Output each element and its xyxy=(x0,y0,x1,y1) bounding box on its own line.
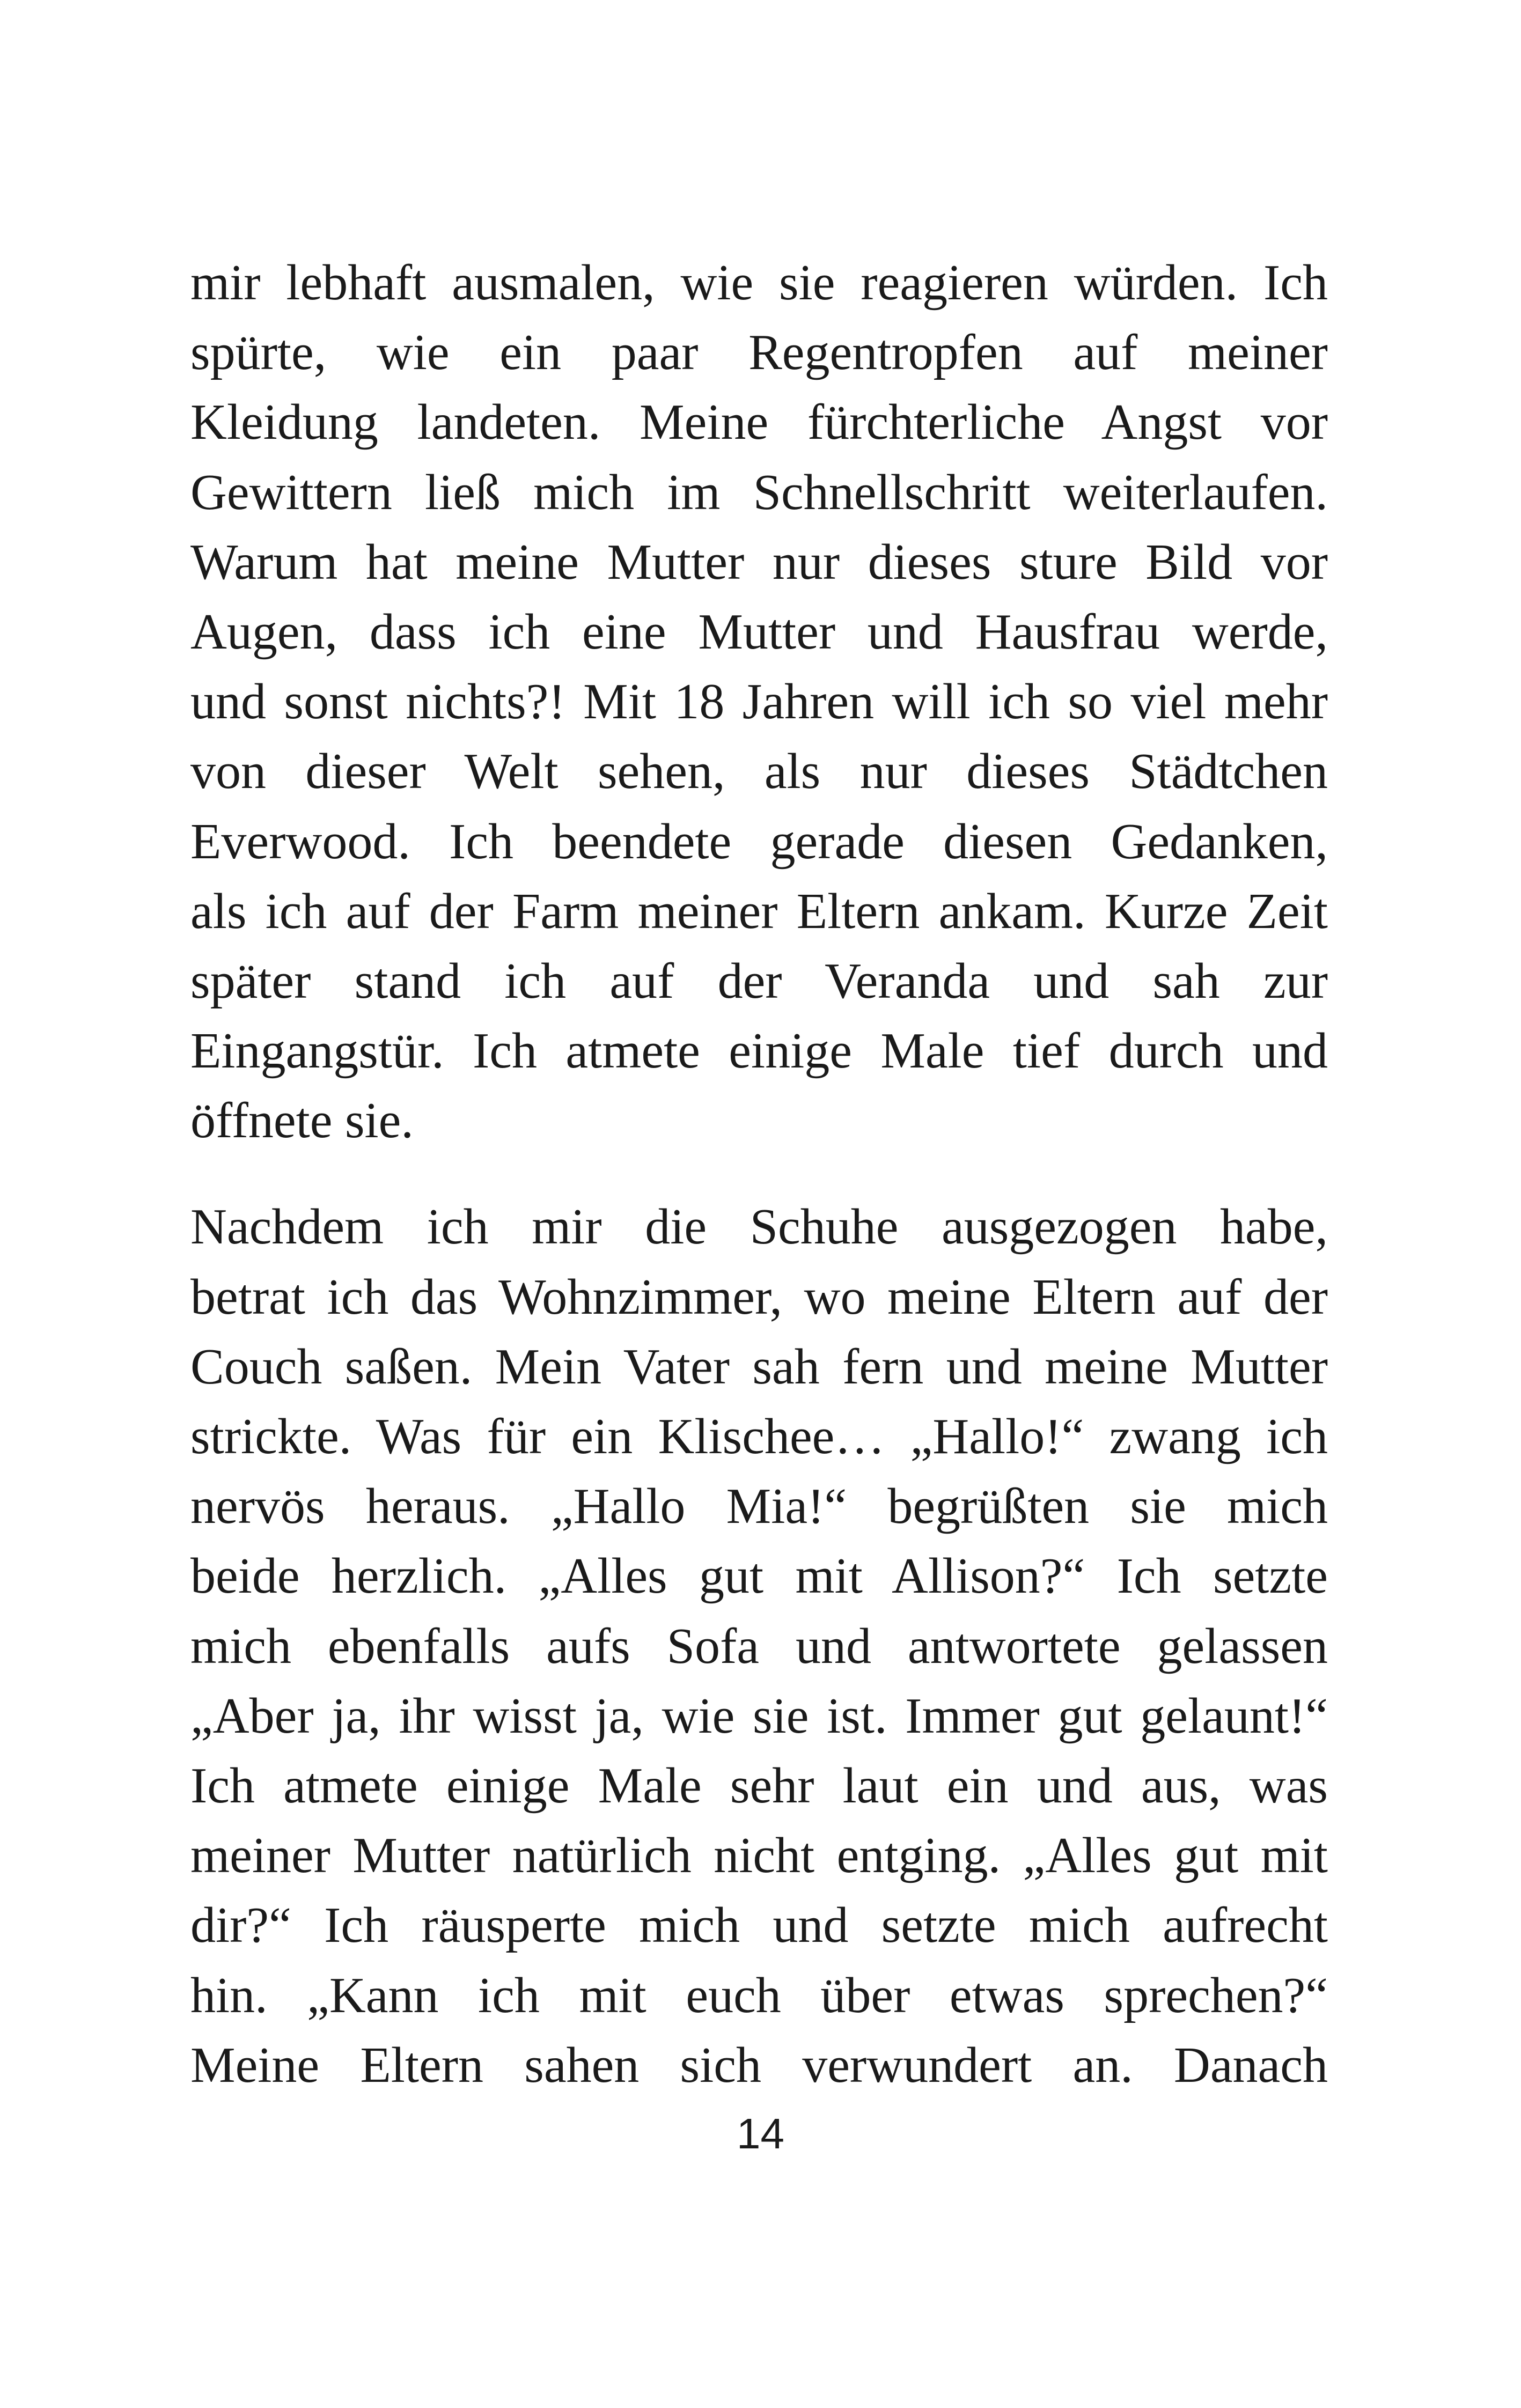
paragraph-2 xyxy=(190,1192,1328,2100)
text-line: Ich atmete einige Male sehr laut ein und aus, was xyxy=(190,1757,1328,1814)
text-line: beide herzlich. „Alles gut mit Allison?“ Ich setzte xyxy=(190,1548,1328,1604)
paragraph-1 xyxy=(190,248,1328,1155)
text-line: öffnete sie. xyxy=(190,1093,414,1149)
text-line: Gewittern ließ mich im Schnellschritt weiterlaufen. xyxy=(190,464,1328,520)
text-line: Everwood. Ich beendete gerade diesen Gedanken, xyxy=(190,813,1328,870)
text-line: Eingangstür. Ich atmete einige Male tief durch und xyxy=(190,1023,1328,1079)
text-line: nervös heraus. „Hallo Mia!“ begrüßten sie mich xyxy=(190,1478,1328,1535)
text-line: Couch saßen. Mein Vater sah fern und meine Mutter xyxy=(190,1338,1328,1395)
text-line: Warum hat meine Mutter nur dieses sture Bild vor xyxy=(190,534,1328,590)
body-text xyxy=(190,248,1328,2100)
text-line: mich ebenfalls aufs Sofa und antwortete gelassen xyxy=(190,1618,1328,1674)
text-line: später stand ich auf der Veranda und sah zur xyxy=(190,953,1328,1009)
text-line: Augen, dass ich eine Mutter und Hausfrau werde, xyxy=(190,603,1328,660)
text-line: und sonst nichts?! Mit 18 Jahren will ich so viel mehr xyxy=(190,674,1328,730)
text-line: dir?“ Ich räusperte mich und setzte mich aufrecht xyxy=(190,1897,1328,1954)
text-line: betrat ich das Wohnzimmer, wo meine Eltern auf der xyxy=(190,1269,1328,1325)
text-line: als ich auf der Farm meiner Eltern ankam. Kurze Zeit xyxy=(190,883,1328,939)
page-number: 14 xyxy=(737,2110,784,2157)
text-line: mir lebhaft ausmalen, wie sie reagieren würden. Ich xyxy=(190,255,1328,311)
text-line: meiner Mutter natürlich nicht entging. „Alles gut mit xyxy=(190,1828,1328,1884)
text-line: Kleidung landeten. Meine fürchterliche Angst vor xyxy=(190,394,1328,451)
text-line: spürte, wie ein paar Regentropfen auf meiner xyxy=(190,325,1328,381)
text-line: „Aber ja, ihr wisst ja, wie sie ist. Immer gut gelaunt!“ xyxy=(190,1688,1328,1744)
text-line: Nachdem ich mir die Schuhe ausgezogen habe, xyxy=(190,1199,1328,1255)
text-line: strickte. Was für ein Klischee… „Hallo!“ zwang ich xyxy=(190,1409,1328,1464)
text-line: von dieser Welt sehen, als nur dieses Städtchen xyxy=(190,743,1328,800)
text-line: Meine Eltern sahen sich verwundert an. Danach xyxy=(190,2037,1328,2093)
text-line: hin. „Kann ich mit euch über etwas sprechen?“ xyxy=(190,1967,1328,2023)
